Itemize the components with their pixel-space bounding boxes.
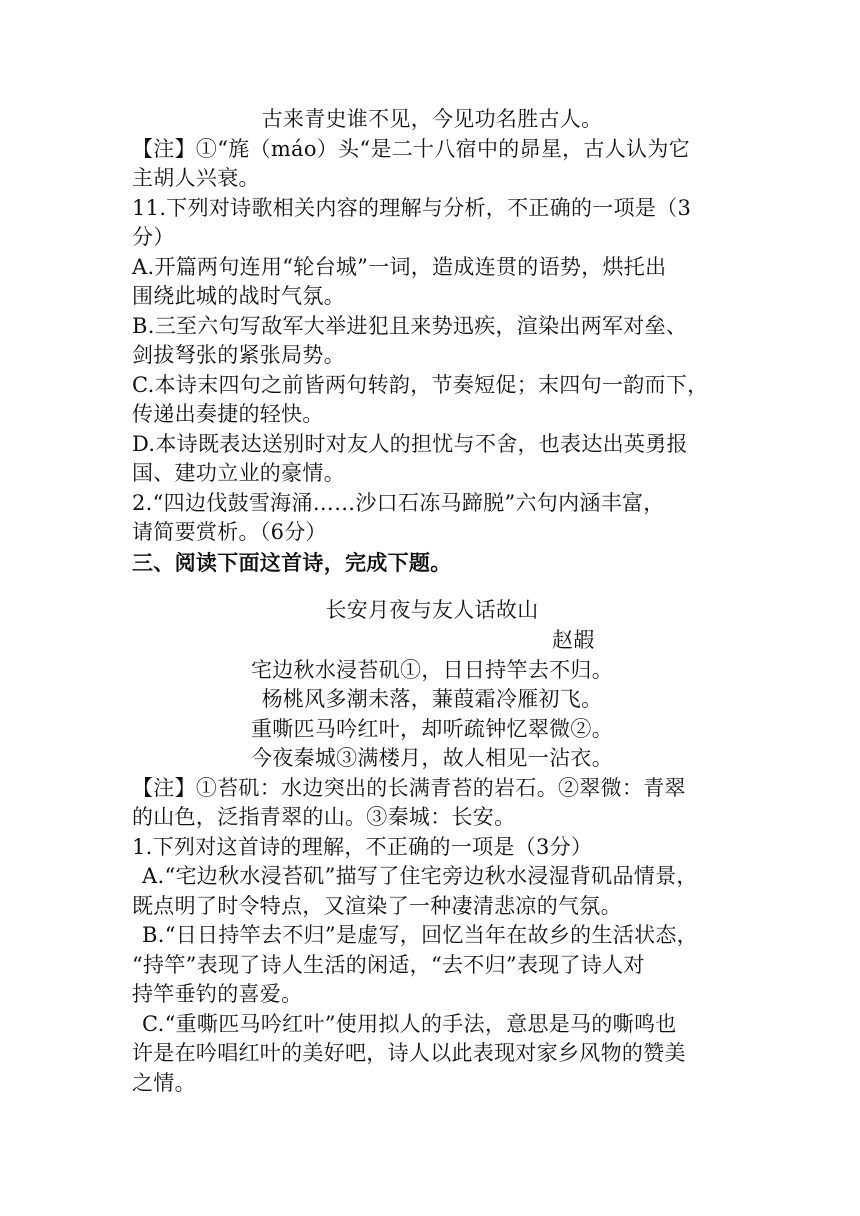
poem-title: 长安月夜与友人话故山 bbox=[325, 598, 539, 622]
poem-line: 宅边秋水浸苔矶①，日日持竿去不归。 bbox=[250, 658, 614, 682]
option-c: C.本诗末四句之前皆两句转韵，节奏短促；末四句一韵而下， bbox=[132, 373, 709, 397]
option-d: D.本诗既表达送别时对友人的担忧与不舍，也表达出英勇报 bbox=[132, 432, 688, 456]
option-d-cont: 国、建功立业的豪情。 bbox=[132, 461, 345, 485]
option-b-cont: “持竿”表现了诗人生活的闲适，“去不归”表现了诗人对 bbox=[132, 953, 645, 977]
section-heading: 三、阅读下面这首诗，完成下题。 bbox=[132, 550, 452, 575]
option-c: C.“重嘶匹马吟红叶”使用拟人的手法，意思是马的嘶鸣也 bbox=[142, 1012, 677, 1036]
note-line: 【注】①“旄（máo）头“是二十八宿中的昴星，古人认为它 bbox=[132, 137, 690, 161]
question-2: 2.“四边伐鼓雪海涌……沙口石冻马蹄脱”六句内涵丰富， bbox=[132, 491, 665, 515]
option-a-cont: 围绕此城的战时气氛。 bbox=[132, 284, 345, 308]
poem-line: 重嘶匹马吟红叶，却听疏钟忆翠微②。 bbox=[250, 717, 614, 741]
question-1: 1.下列对这首诗的理解，不正确的一项是（3分） bbox=[132, 835, 593, 859]
option-a: A.“宅边秋水浸苔矶”描写了住宅旁边秋水浸湿背矶品情景， bbox=[142, 864, 698, 888]
option-b: B.“日日持竿去不归”是虚写，回忆当年在故乡的生活状态， bbox=[142, 923, 698, 947]
poem-line: 今夜秦城③满楼月，故人相见一沾衣。 bbox=[250, 746, 614, 770]
question-2-cont: 请简要赏析。（6分） bbox=[132, 520, 327, 544]
poem-note-cont: 的山色，泛指青翠的山。③秦城：长安。 bbox=[132, 805, 516, 829]
question-11-cont: 分） bbox=[132, 225, 175, 249]
poem-closing-line: 古来青史谁不见，今见功名胜古人。 bbox=[261, 107, 603, 131]
option-c-cont: 之情。 bbox=[132, 1071, 196, 1095]
poem-note: 【注】①苔矶：水边突出的长满青苔的岩石。②翠微：青翠 bbox=[132, 776, 686, 800]
option-c-cont: 许是在吟唱红叶的美好吧，诗人以此表现对家乡风物的赞美 bbox=[132, 1041, 686, 1065]
option-a-cont: 既点明了时令特点，又渲染了一种凄清悲凉的气氛。 bbox=[132, 894, 622, 918]
poem-line: 杨桃风多潮未落，蒹葭霜冷雁初飞。 bbox=[261, 687, 603, 711]
poem-author: 赵嘏 bbox=[552, 628, 595, 652]
option-a: A.开篇两句连用“轮台城”一词，造成连贯的语势，烘托出 bbox=[132, 255, 667, 279]
question-11: 11.下列对诗歌相关内容的理解与分析，不正确的一项是（3 bbox=[132, 196, 692, 220]
option-c-cont: 传递出奏捷的轻快。 bbox=[132, 402, 324, 426]
note-line: 主胡人兴衰。 bbox=[132, 166, 260, 190]
option-b-cont: 剑拔弩张的紧张局势。 bbox=[132, 343, 345, 367]
option-b-cont: 持竿垂钓的喜爱。 bbox=[132, 982, 303, 1006]
option-b: B.三至六句写敌军大举进犯且来势迅疾，渲染出两军对垒、 bbox=[132, 314, 688, 338]
